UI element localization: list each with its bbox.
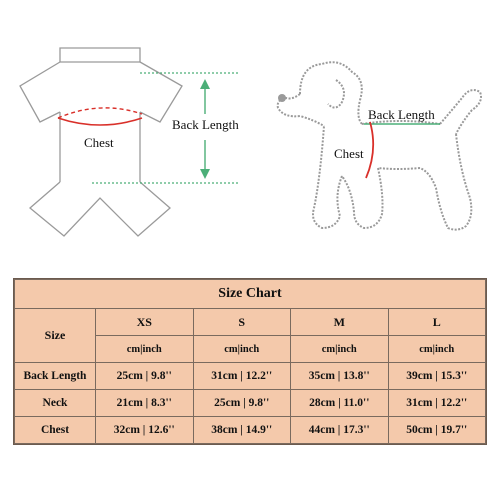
size-header-cell <box>15 309 96 363</box>
table-cell: 38cm | 14.9'' <box>193 417 291 444</box>
table-cell: 25cm | 9.8'' <box>96 363 194 390</box>
unit-label: cm|inch <box>96 336 194 363</box>
size-header-row <box>15 309 486 336</box>
shirt-chest-line-back <box>58 108 142 118</box>
unit-label: cm|inch <box>193 336 291 363</box>
size-s-header: S <box>193 309 291 336</box>
table-cell: 21cm | 8.3'' <box>96 390 194 417</box>
table-row <box>15 417 486 444</box>
size-chart-title: Size Chart <box>15 280 486 309</box>
row-label: Chest <box>15 417 96 444</box>
row-label: Neck <box>15 390 96 417</box>
unit-label: cm|inch <box>388 336 486 363</box>
dog-nose <box>278 94 286 102</box>
size-xs-header: XS <box>96 309 194 336</box>
table-cell: 31cm | 12.2'' <box>193 363 291 390</box>
dog-chest-line <box>366 122 373 178</box>
shirt-chest-label: Chest <box>84 135 114 150</box>
table-cell: 32cm | 12.6'' <box>96 417 194 444</box>
size-chart-title-row <box>15 280 486 309</box>
table-cell: 31cm | 12.2'' <box>388 390 486 417</box>
table-cell: 44cm | 17.3'' <box>291 417 389 444</box>
size-m-header: M <box>291 309 389 336</box>
size-header-label: Size <box>44 328 66 342</box>
dog-back-length-label: Back Length <box>368 107 435 122</box>
unit-label: cm|inch <box>291 336 389 363</box>
size-chart-table <box>14 279 486 444</box>
shirt-back-length-label: Back Length <box>172 117 239 132</box>
table-cell: 35cm | 13.8'' <box>291 363 389 390</box>
table-cell: 39cm | 15.3'' <box>388 363 486 390</box>
table-cell: 25cm | 9.8'' <box>193 390 291 417</box>
row-label: Back Length <box>15 363 96 390</box>
table-cell: 50cm | 19.7'' <box>388 417 486 444</box>
dog-chest-label: Chest <box>334 146 364 161</box>
size-l-header: L <box>388 309 486 336</box>
dog-outline <box>278 62 481 229</box>
table-row <box>15 363 486 390</box>
table-row <box>15 390 486 417</box>
table-cell: 28cm | 11.0'' <box>291 390 389 417</box>
shirt-chest-line <box>58 118 142 125</box>
